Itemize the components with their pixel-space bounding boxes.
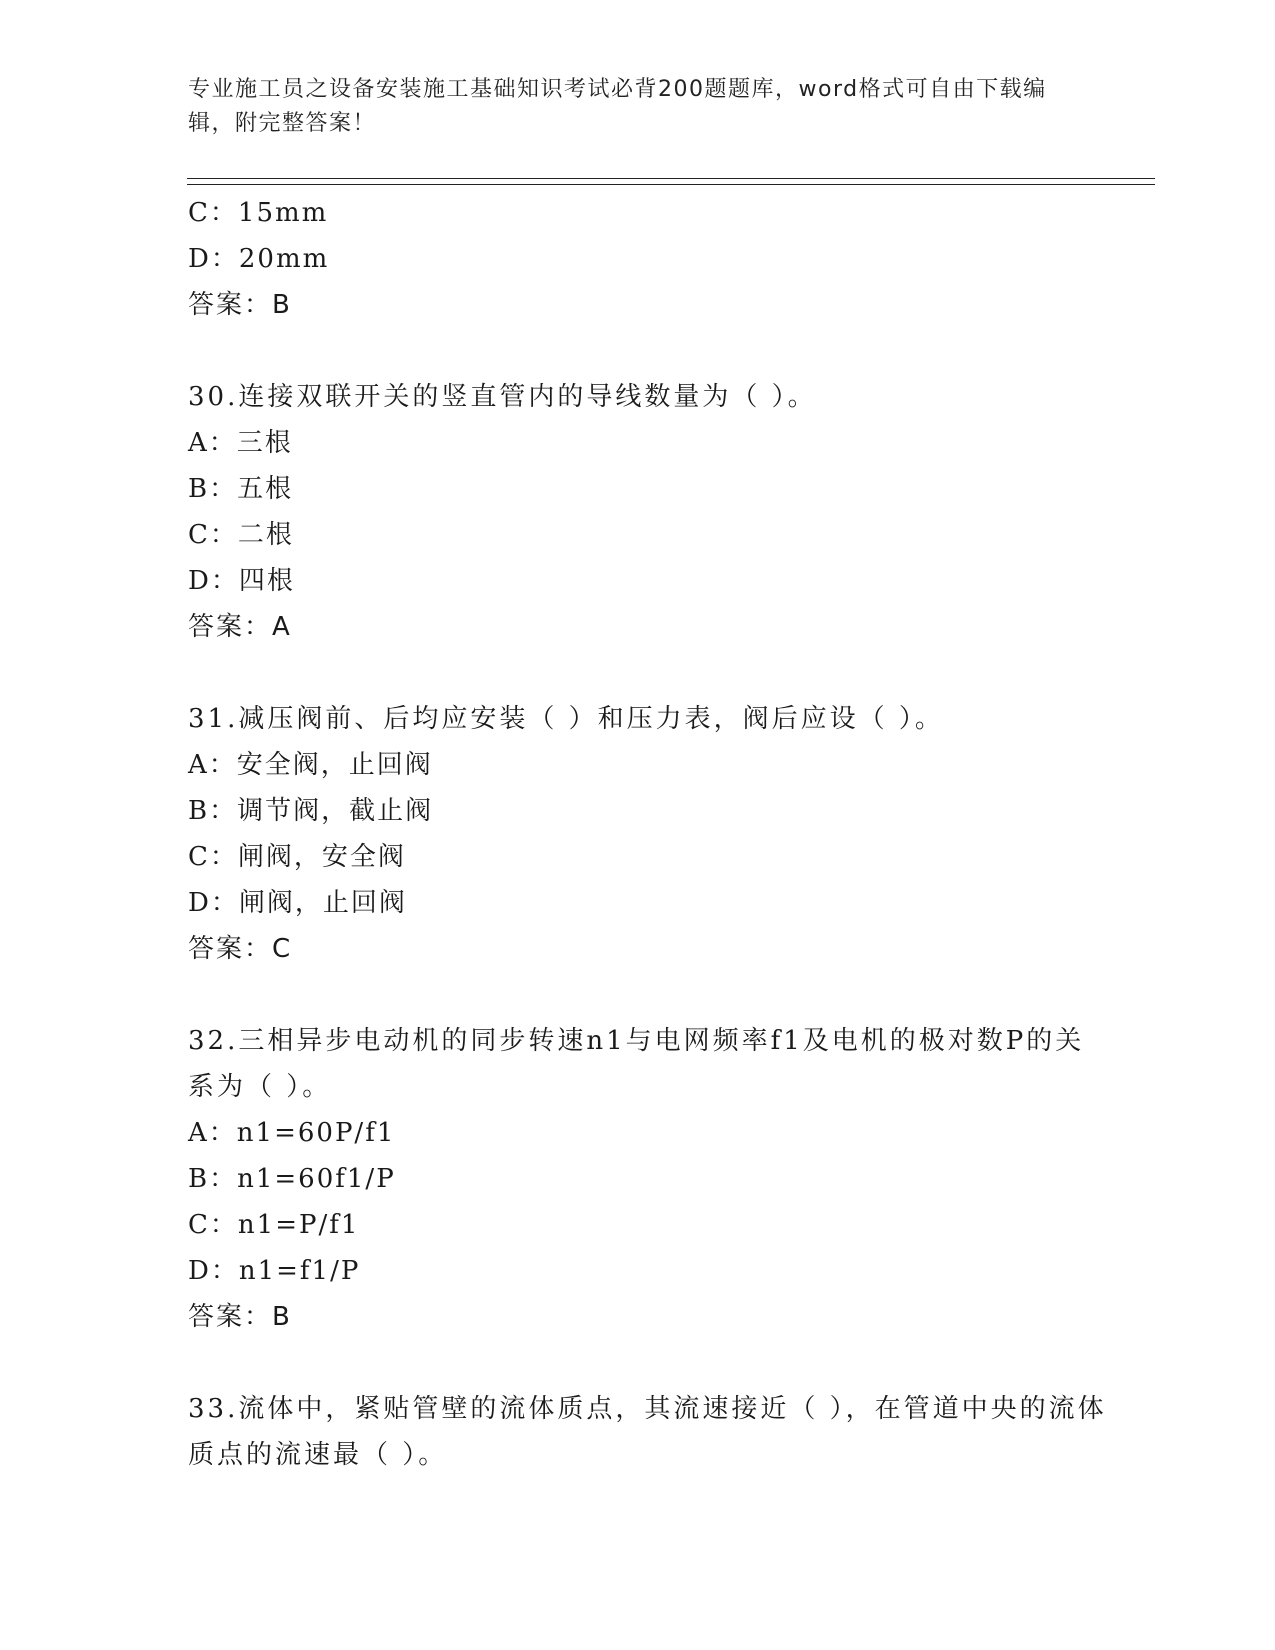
option-label: C： [188, 520, 238, 550]
option-text: 三根 [236, 428, 293, 458]
option-text: n1=60P/f1 [236, 1118, 396, 1148]
spacer [188, 650, 1108, 696]
question-text: 30.连接双联开关的竖直管内的导线数量为（ ）。 [188, 382, 817, 412]
question-text: 32.三相异步电动机的同步转速n1与电网频率f1及电机的极对数P的关系为（ ）。 [188, 1026, 1085, 1102]
option-line [188, 742, 1108, 788]
option-text: 五根 [237, 474, 294, 504]
option-label: B： [188, 796, 238, 826]
answer-line: 答案：C [188, 934, 293, 964]
option-line [188, 420, 1108, 466]
option-line [188, 512, 1108, 558]
option-line [188, 558, 1108, 604]
option-label: D： [188, 566, 239, 596]
option-text: 四根 [238, 566, 295, 596]
question-text: 31.减压阀前、后均应安装（ ）和压力表，阀后应设（ ）。 [188, 704, 944, 734]
option-line [188, 1202, 1108, 1248]
option-text: 20mm [238, 244, 330, 274]
option-label: A： [188, 1118, 237, 1148]
option-line [188, 834, 1108, 880]
spacer [188, 328, 1108, 374]
option-label: A： [188, 750, 237, 780]
spacer [188, 1340, 1108, 1386]
option-text: 闸阀，止回阀 [238, 888, 407, 918]
option-label: A： [188, 428, 237, 458]
option-label: B： [188, 1164, 238, 1194]
answer-line: 答案：A [188, 612, 292, 642]
option-line [188, 1156, 1108, 1202]
option-text: 闸阀，安全阀 [237, 842, 406, 872]
option-label: C： [188, 842, 238, 872]
option-text: n1=60f1/P [237, 1164, 396, 1194]
option-line [188, 1248, 1108, 1294]
document-header: 专业施工员之设备安装施工基础知识考试必背200题题库，word格式可自由下载编辑，附完整答案！ [188, 77, 1047, 136]
question-list [188, 190, 1108, 1478]
option-text: 15mm [237, 198, 329, 228]
option-text: 二根 [237, 520, 294, 550]
option-line [188, 788, 1108, 834]
spacer [188, 972, 1108, 1018]
header-rule-top [187, 178, 1155, 179]
option-line [188, 466, 1108, 512]
option-text: n1=f1/P [238, 1256, 361, 1286]
option-text: 调节阀，截止阀 [237, 796, 434, 826]
answer-line: 答案：B [188, 290, 292, 320]
question-text: 33.流体中，紧贴管壁的流体质点，其流速接近（ ），在管道中央的流体质点的流速最（ ）。 [188, 1394, 1107, 1470]
option-text: n1=P/f1 [237, 1210, 360, 1240]
option-label: C： [188, 1210, 238, 1240]
option-label: C： [188, 198, 238, 228]
option-text: 安全阀，止回阀 [236, 750, 433, 780]
option-line [188, 880, 1108, 926]
option-label: D： [188, 1256, 239, 1286]
option-label: D： [188, 244, 239, 274]
option-line [188, 1110, 1108, 1156]
option-label: D： [188, 888, 239, 918]
option-label: B： [188, 474, 238, 504]
answer-line: 答案：B [188, 1302, 292, 1332]
option-line [188, 236, 1108, 282]
option-line [188, 190, 1108, 236]
header-rule-bottom [187, 184, 1155, 185]
